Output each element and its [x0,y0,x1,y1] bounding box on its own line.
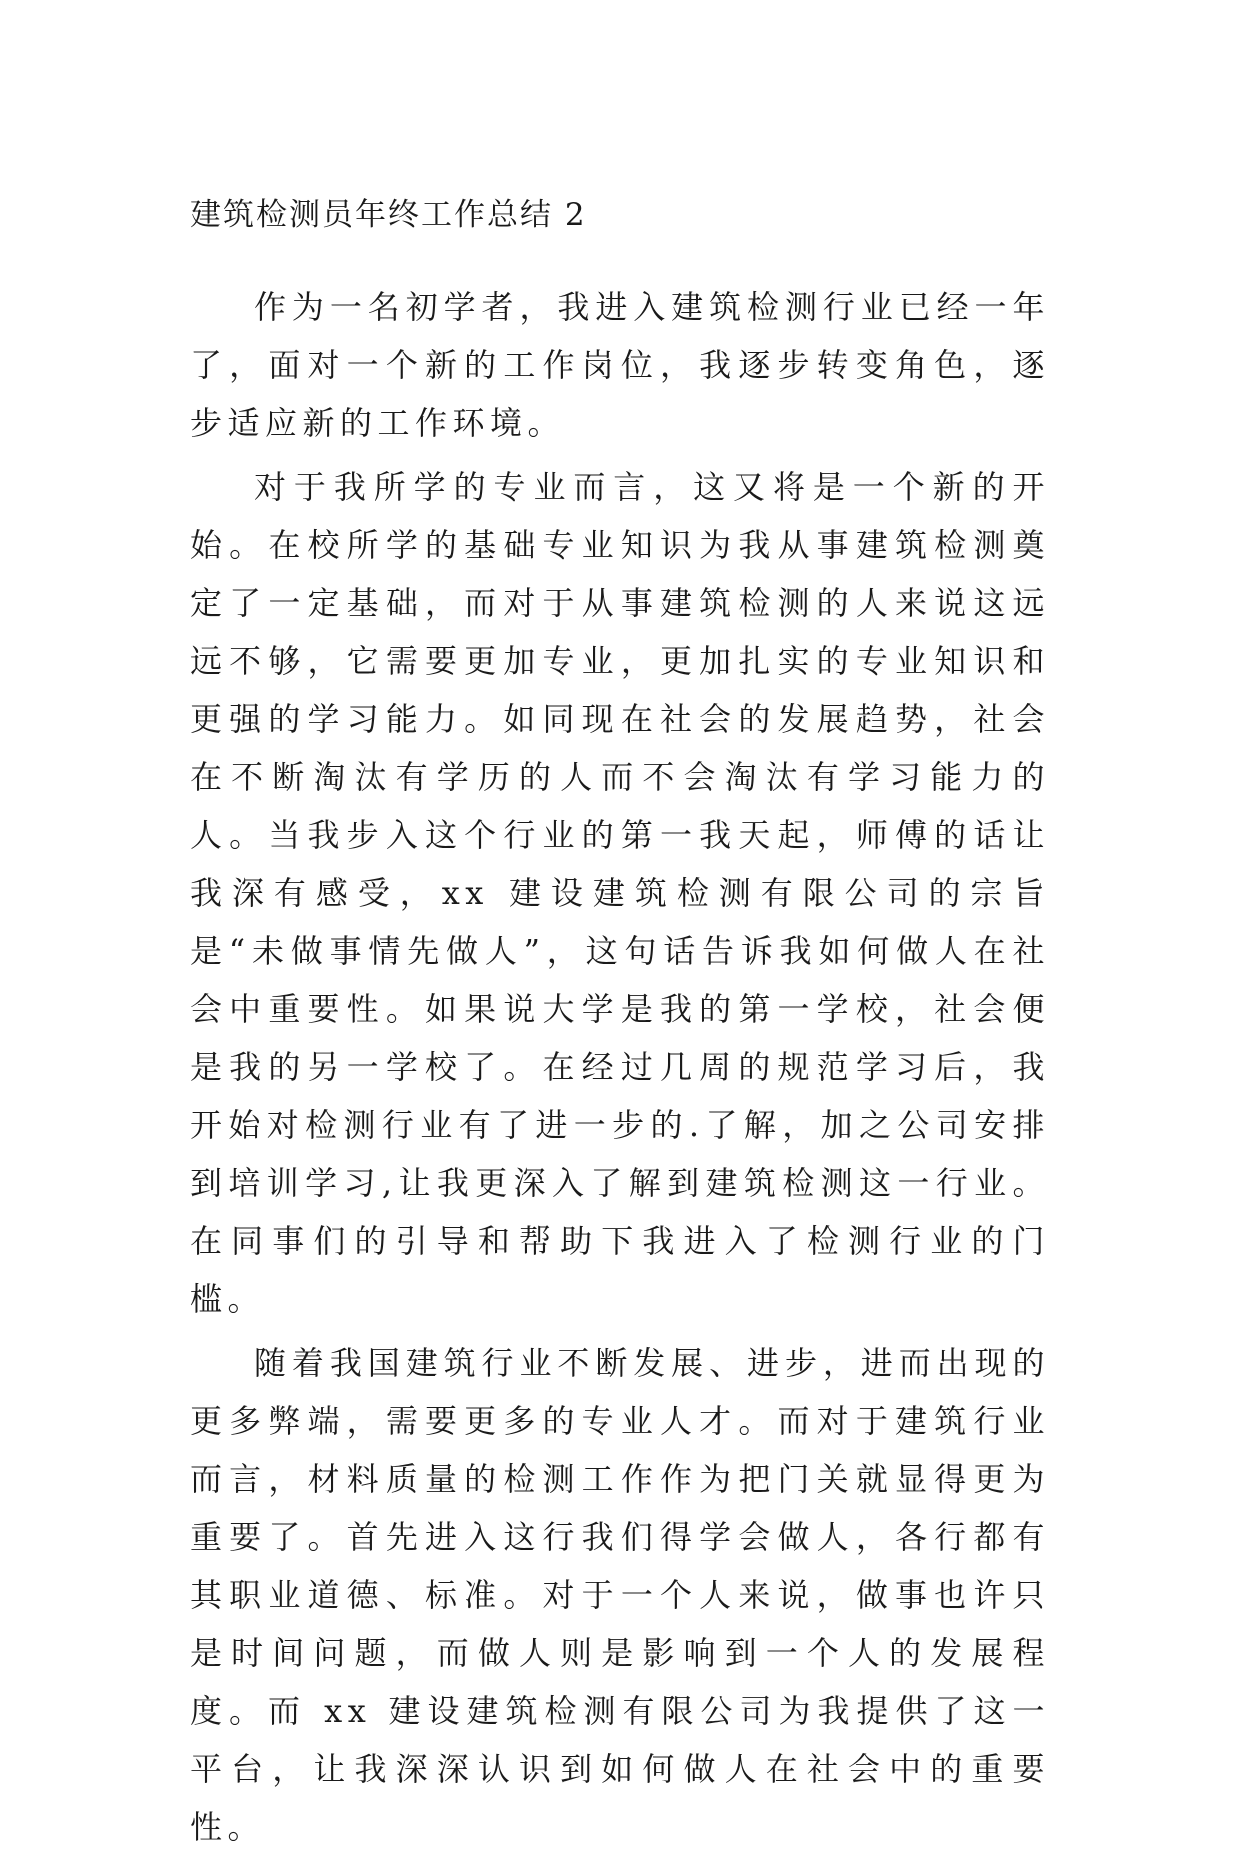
document-title: 建筑检测员年终工作总结 2 [190,197,587,233]
paragraph-3: 随着我国建筑行业不断发展、进步，进而出现的更多弊端，需要更多的专业人才。而对于建筑行业而言，材料质量的检测工作作为把门关就显得更为重要了。首先进入这行我们得学会做人，各行都有其职业道德、标准。对于一个人来说，做事也许只是时间问题，而做人则是影响到一个人的发展程度。而 xx 建设建筑检测有限公司为我提供了这一平台，让我深深认识到如何做人在社会中的重要性。 [190,1344,1050,1846]
paragraph-1: 作为一名初学者，我进入建筑检测行业已经一年了，面对一个新的工作岗位，我逐步转变角色，逐步适应新的工作环境。 [190,288,1050,442]
paragraph-2: 对于我所学的专业而言，这又将是一个新的开始。在校所学的基础专业知识为我从事建筑检测奠定了一定基础，而对于从事建筑检测的人来说这远远不够，它需要更加专业，更加扎实的专业知识和更强的学习能力。如同现在社会的发展趋势，社会在不断淘汰有学历的人而不会淘汰有学习能力的人。当我步入这个行业的第一我天起，师傅的话让我深有感受，xx 建设建筑检测有限公司的宗旨是“未做事情先做人”，这句话告诉我如何做人在社会中重要性。如果说大学是我的第一学校，社会便是我的另一学校了。在经过几周的规范学习后，我开始对检测行业有了进一步的.了解，加之公司安排到培训学习,让我更深入了解到建筑检测这一行业。在同事们的引导和帮助下我进入了检测行业的门槛。 [190,468,1050,1318]
document-body [190,278,1050,1862]
